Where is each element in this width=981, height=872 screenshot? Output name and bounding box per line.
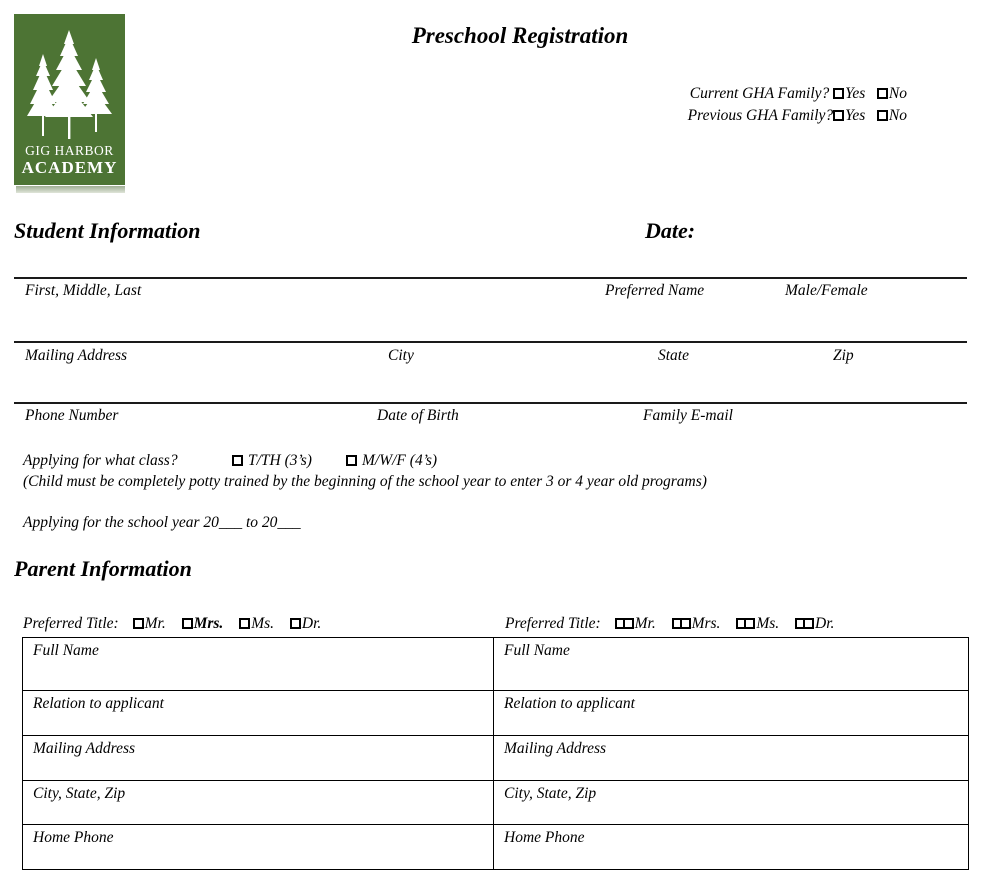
page-title: Preschool Registration: [411, 23, 629, 48]
parent2-home-phone-cell[interactable]: Home Phone: [493, 824, 968, 869]
class-mwf-label: M/W/F (4’s): [362, 452, 438, 469]
gig-harbor-academy-logo: [14, 14, 125, 185]
gha-family-questions: [688, 83, 907, 127]
student-information-heading: Student Information: [14, 218, 201, 243]
title-dr-checkbox[interactable]: [803, 618, 814, 629]
previous-family-yes-label: Yes: [845, 107, 866, 124]
title-mr-checkbox[interactable]: [623, 618, 634, 629]
student-name-label: First, Middle, Last: [25, 282, 142, 299]
parent2-city-state-zip-cell[interactable]: City, State, Zip: [493, 780, 968, 824]
title-mr-label: Mr.: [634, 615, 656, 632]
preferred-title-label: Preferred Title:: [505, 615, 601, 632]
previous-family-yes-checkbox[interactable]: [833, 110, 844, 121]
title-dr-label: Dr.: [815, 615, 835, 632]
previous-family-no-label: No: [888, 107, 907, 124]
date-of-birth-label: Date of Birth: [377, 407, 459, 424]
parent1-relation-cell[interactable]: Relation to applicant: [23, 690, 493, 735]
title-mrs-checkbox[interactable]: [182, 618, 193, 629]
current-family-question: [688, 83, 907, 105]
date-label: Date:: [645, 218, 696, 243]
zip-label: Zip: [833, 347, 854, 364]
current-family-no-label: No: [888, 85, 907, 102]
class-tth-checkbox[interactable]: [232, 455, 243, 466]
preferred-title-label: Preferred Title:: [23, 615, 119, 632]
title-mr-label: Mr.: [144, 615, 166, 632]
class-mwf-checkbox[interactable]: [346, 455, 357, 466]
parent1-home-phone-cell[interactable]: Home Phone: [23, 824, 493, 869]
parent1-mailing-address-cell[interactable]: Mailing Address: [23, 735, 493, 780]
logo-shadow-bar: [16, 186, 125, 193]
phone-number-label: Phone Number: [25, 407, 119, 424]
title-mrs-label: Mrs.: [193, 615, 224, 632]
title-ms-label: Ms.: [251, 615, 275, 632]
logo-line2: ACADEMY: [21, 158, 118, 177]
title-mrs-checkbox[interactable]: [680, 618, 691, 629]
previous-family-label: Previous GHA Family?: [687, 107, 834, 124]
logo-line1: GIG HARBOR: [25, 143, 114, 158]
current-family-label: Current GHA Family?: [689, 85, 830, 102]
potty-trained-note: (Child must be completely potty trained by the beginning of the school year to enter 3 or 4 year old programs): [23, 473, 707, 490]
family-email-label: Family E-mail: [643, 407, 733, 424]
title-ms-checkbox[interactable]: [744, 618, 755, 629]
previous-family-no-checkbox[interactable]: [877, 110, 888, 121]
mailing-address-label: Mailing Address: [25, 347, 128, 364]
current-family-yes-checkbox[interactable]: [833, 88, 844, 99]
preferred-name-label: Preferred Name: [605, 282, 705, 299]
gender-label: Male/Female: [785, 282, 868, 299]
city-label: City: [388, 347, 414, 364]
class-question-label: Applying for what class?: [23, 452, 178, 469]
title-mr-checkbox[interactable]: [133, 618, 144, 629]
student-name-fill-line[interactable]: [14, 277, 967, 279]
current-family-no-checkbox[interactable]: [877, 88, 888, 99]
preferred-title-group-left: [23, 615, 333, 633]
preferred-title-group-right: [505, 615, 846, 633]
school-year-line[interactable]: Applying for the school year 20___ to 20___: [23, 514, 301, 531]
title-ms-label: Ms.: [756, 615, 780, 632]
title-dr-label: Dr.: [301, 615, 322, 632]
class-tth-label: T/TH (3’s): [248, 452, 312, 469]
parent2-mailing-address-cell[interactable]: Mailing Address: [493, 735, 968, 780]
student-address-fill-line[interactable]: [14, 341, 967, 343]
parent-information-heading: Parent Information: [14, 556, 192, 581]
student-phone-fill-line[interactable]: [14, 402, 967, 404]
parent-info-table: [22, 637, 969, 870]
title-ms-checkbox[interactable]: [239, 618, 250, 629]
parent2-relation-cell[interactable]: Relation to applicant: [493, 690, 968, 735]
title-mrs-label: Mrs.: [691, 615, 721, 632]
parent2-full-name-cell[interactable]: Full Name: [493, 638, 968, 690]
current-family-yes-label: Yes: [845, 85, 866, 102]
title-dr-checkbox[interactable]: [290, 618, 301, 629]
parent1-city-state-zip-cell[interactable]: City, State, Zip: [23, 780, 493, 824]
parent1-full-name-cell[interactable]: Full Name: [33, 642, 99, 659]
previous-family-question: [688, 105, 907, 127]
state-label: State: [658, 347, 689, 364]
